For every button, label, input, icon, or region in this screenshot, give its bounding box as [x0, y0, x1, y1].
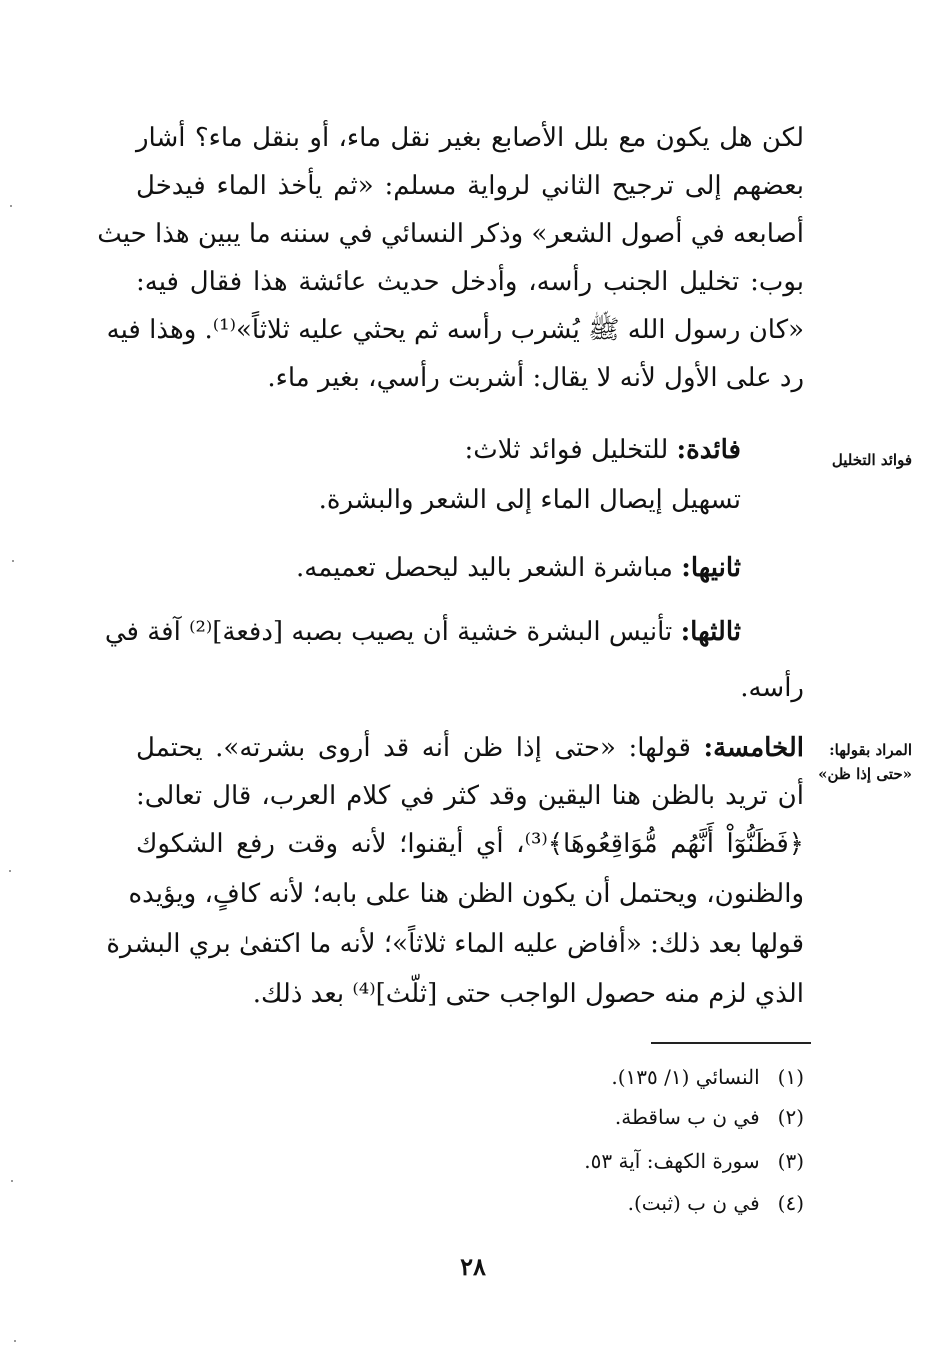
fifth-line: قولها بعد ذلك: «أفاض عليه الماء ثلاثاً»؛ لأنه ما اكتفىٰ بري البشرة — [106, 929, 804, 959]
footnote-number: (٤) — [777, 1191, 804, 1215]
footnote-number: (٢) — [777, 1105, 804, 1129]
fifth-line: الذي لزم منه حصول الواجب حتى [ثلّث]⁽⁴⁾ بعد ذلك. — [252, 979, 804, 1009]
margin-note-fifth — [818, 738, 912, 786]
footnote-number: (٣) — [777, 1149, 804, 1173]
benefit-second-text: مباشرة الشعر باليد ليحصل تعميمه. — [295, 553, 673, 583]
paragraph-line: رد على الأول لأنه لا يقال: أشربت رأسي، بغير ماء. — [267, 363, 804, 393]
benefit-third-label: ثالثها: — [680, 617, 741, 647]
footnote-text: في ن ب ساقطة. — [614, 1105, 760, 1129]
benefit-third — [104, 612, 741, 652]
footnote-text: في ن ب (ثبت). — [627, 1191, 760, 1215]
scan-speck — [9, 870, 11, 872]
fifth-line: والظنون، ويحتمل أن يكون الظن هنا على بابه؛ لأنه كافٍ، ويؤيده — [128, 879, 804, 909]
footnote — [628, 1188, 804, 1218]
scan-speck — [14, 1340, 16, 1342]
fifth-line: ﴿فَظَنُّوٓاْ أَنَّهُم مُّوَاقِعُوهَا﴾⁽³⁾، أي أيقنوا؛ لأنه وقت رفع الشكوك — [136, 829, 804, 859]
footnote-text: النسائي (١/ ١٣٥). — [611, 1065, 760, 1089]
footnote-separator — [651, 1042, 811, 1044]
footnote — [584, 1146, 804, 1176]
benefit-third-continuation: رأسه. — [740, 673, 804, 703]
paragraph-line: لكن هل يكون مع بلل الأصابع بغير نقل ماء، أو بنقل ماء؟ أشار — [136, 123, 804, 153]
benefit-label: فائدة: — [676, 435, 741, 465]
fifth-line: أن تريد بالظن هنا اليقين وقد كثر في كلام العرب، قال تعالى: — [136, 781, 804, 811]
scan-speck — [10, 205, 12, 207]
footnote-number: (١) — [777, 1065, 804, 1089]
fifth-first-line — [136, 728, 804, 768]
benefit-second — [296, 548, 741, 588]
footnote — [611, 1062, 804, 1092]
paragraph-line: «كان رسول الله ﷺ يُشرب رأسه ثم يحثي عليه ثلاثاً»⁽¹⁾. وهذا فيه — [106, 315, 804, 345]
page-number: ٢٨ — [460, 1252, 486, 1281]
paragraph-line: أصابعه في أصول الشعر» وذكر النسائي في سننه ما يبين هذا حيث — [97, 219, 804, 249]
benefit-first: تسهيل إيصال الماء إلى الشعر والبشرة. — [318, 485, 741, 515]
benefit-third-text: تأنيس البشرة خشية أن يصيب بصبه [دفعة]⁽²⁾ آفة في — [104, 617, 673, 647]
benefit-heading — [464, 430, 741, 470]
margin-note-fifth-line2: «حتى إذا ظن» — [818, 765, 912, 783]
footnote-text: سورة الكهف: آية ٥٣. — [584, 1149, 760, 1173]
paragraph-line: بوب: تخليل الجنب رأسه، وأدخل حديث عائشة هذا فقال فيه: — [136, 267, 804, 297]
paragraph-line: بعضهم إلى ترجيح الثاني لرواية مسلم: «ثم يأخذ الماء فيدخل — [136, 171, 804, 201]
margin-note-fifth-line1: المراد بقولها: — [829, 741, 912, 759]
footnote — [615, 1102, 804, 1132]
benefit-second-label: ثانيها: — [681, 553, 741, 583]
fifth-first-text: قولها: «حتى إذا ظن أنه قد أروى بشرته». يحتمل — [136, 733, 691, 763]
margin-note-benefits: فوائد التخليل — [831, 451, 912, 469]
benefit-heading-text: للتخليل فوائد ثلاث: — [464, 435, 669, 465]
scan-speck — [12, 560, 14, 562]
scan-speck — [11, 1180, 13, 1182]
fifth-label: الخامسة: — [703, 733, 804, 763]
